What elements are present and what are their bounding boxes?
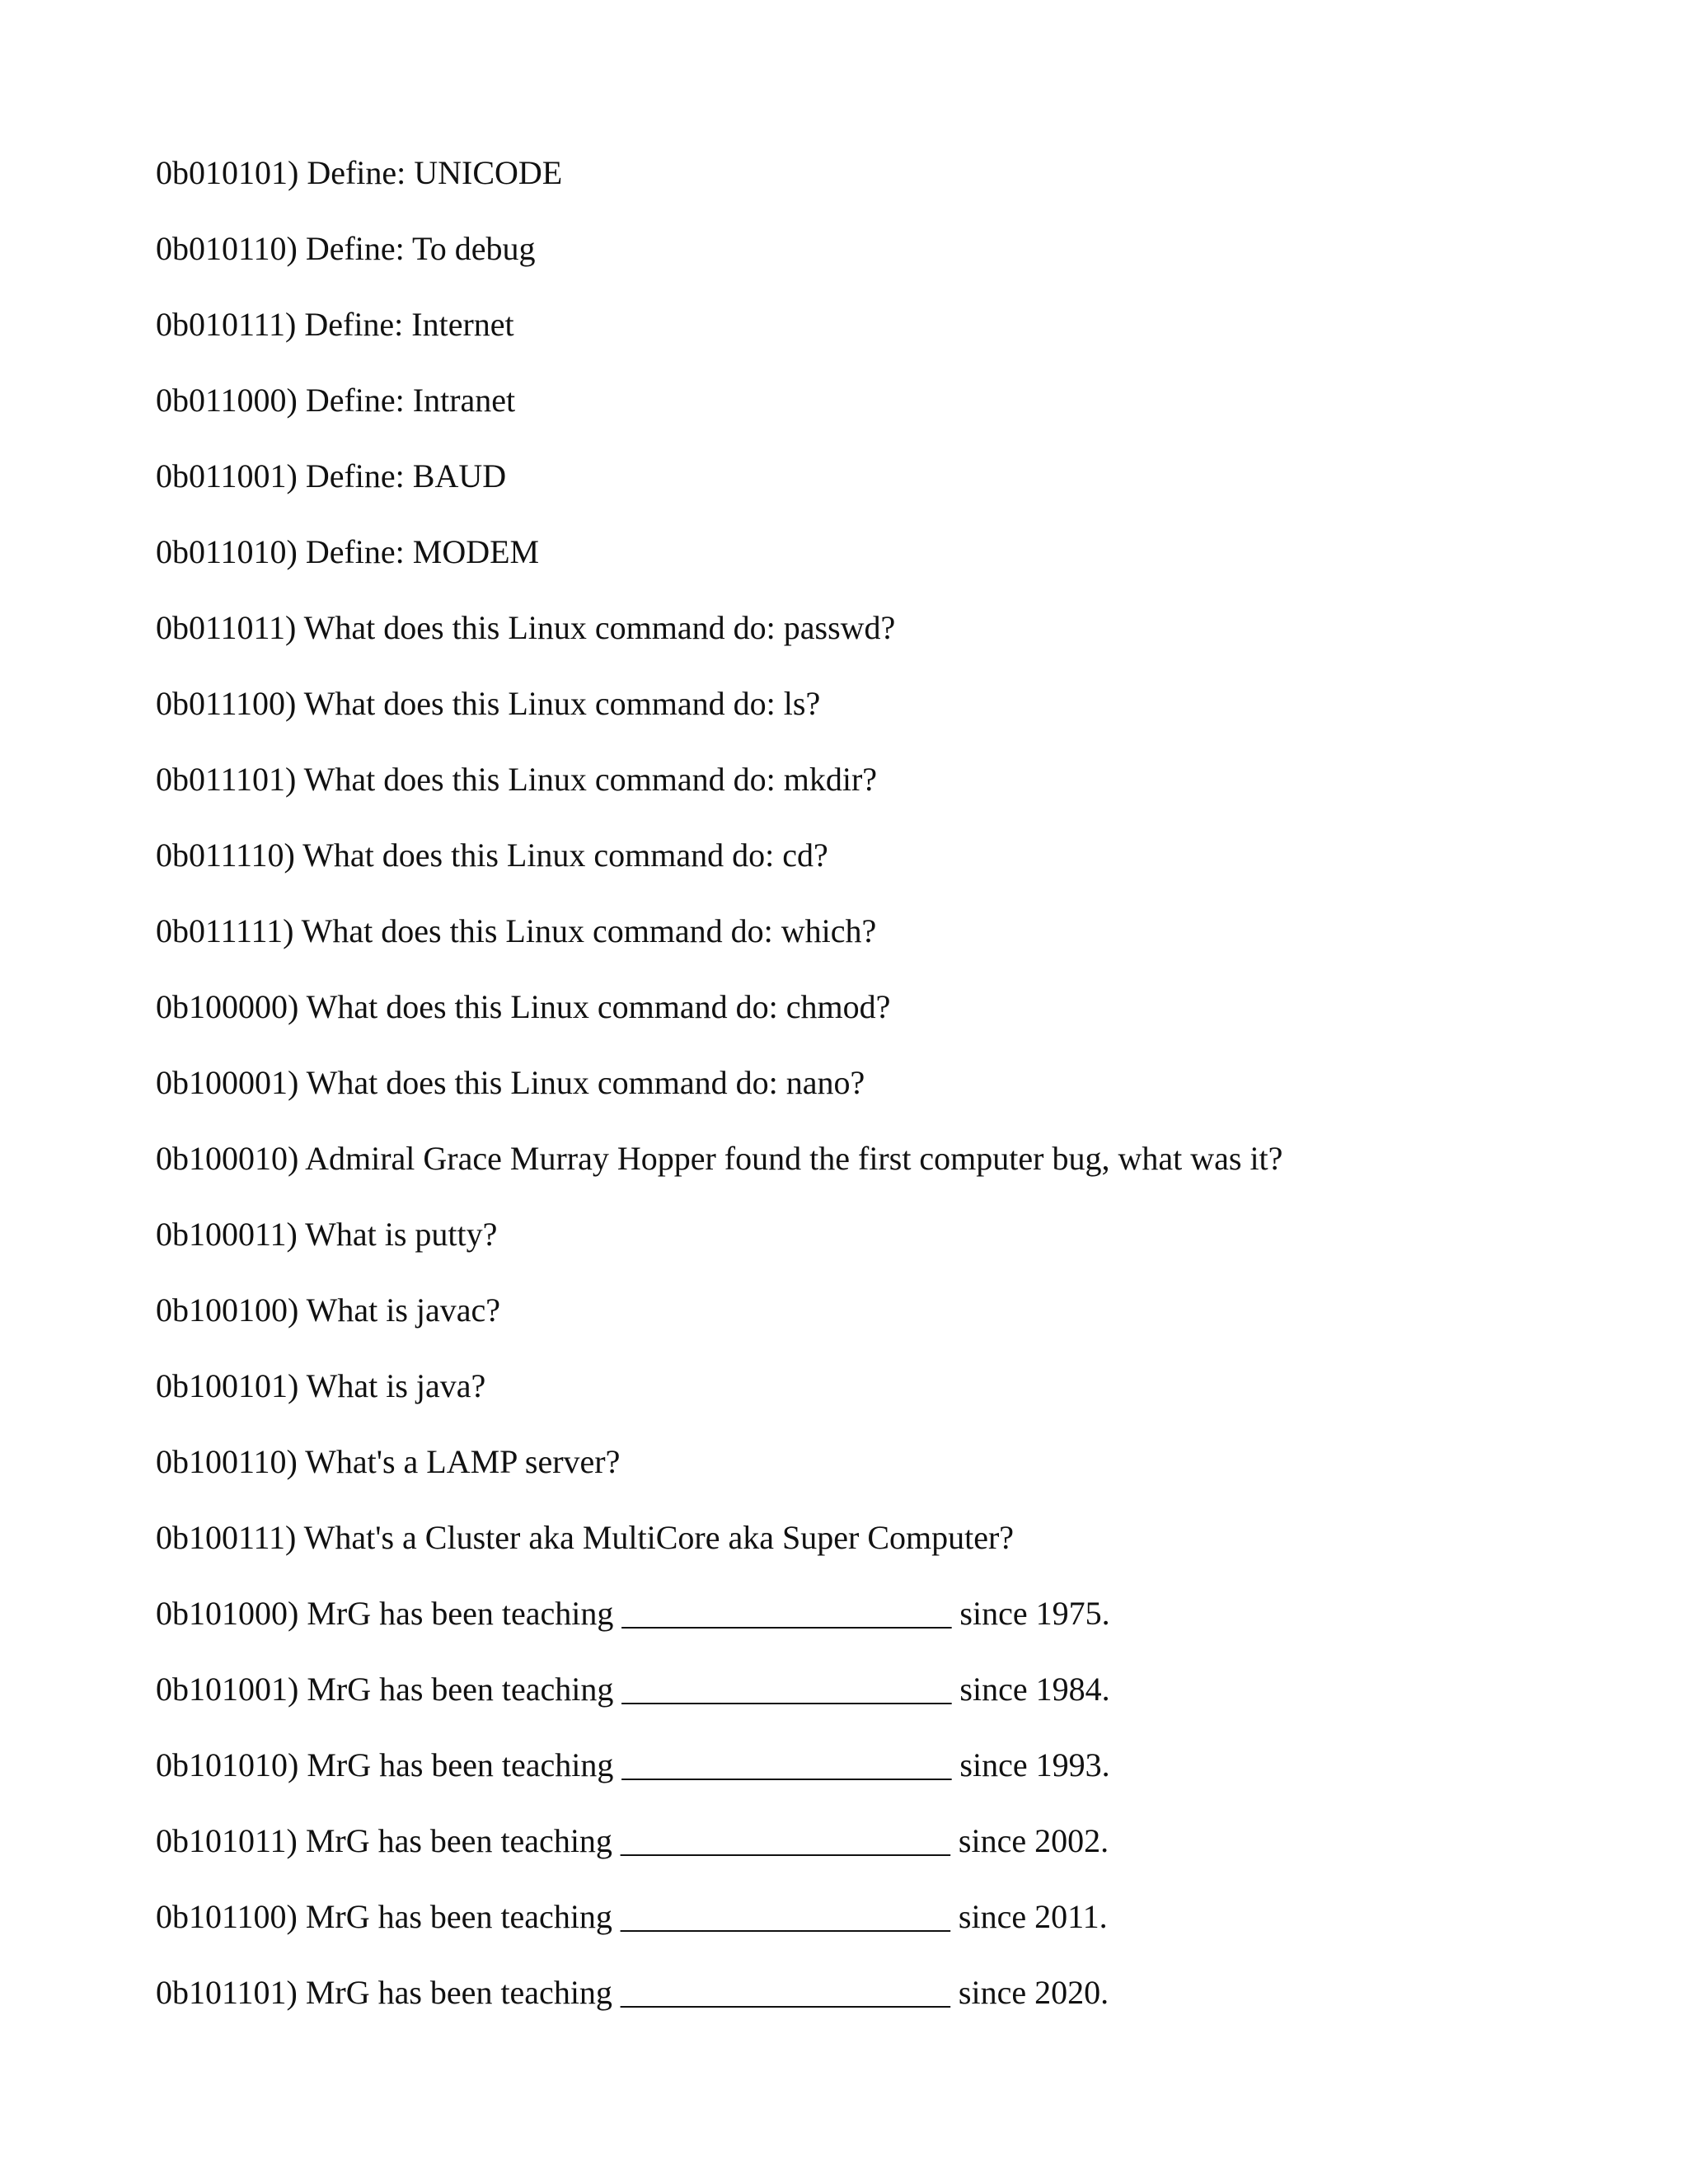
- question-item: 0b011100) What does this Linux command do: ls?: [156, 685, 821, 722]
- question-item: 0b100000) What does this Linux command do: chmod?: [156, 988, 891, 1025]
- question-item: 0b010110) Define: To debug: [156, 230, 536, 267]
- question-item: 0b011101) What does this Linux command do: mkdir?: [156, 761, 878, 798]
- question-item: 0b100110) What's a LAMP server?: [156, 1443, 621, 1480]
- question-item: 0b100010) Admiral Grace Murray Hopper found the first computer bug, what was it?: [156, 1140, 1283, 1177]
- question-item: 0b101000) MrG has been teaching ____________________ since 1975.: [156, 1595, 1110, 1632]
- question-item: 0b101001) MrG has been teaching ____________________ since 1984.: [156, 1671, 1110, 1708]
- question-item: 0b011001) Define: BAUD: [156, 457, 507, 494]
- question-item: 0b011010) Define: MODEM: [156, 533, 540, 570]
- question-item: 0b100001) What does this Linux command do: nano?: [156, 1064, 865, 1101]
- question-item: 0b101011) MrG has been teaching ____________________ since 2002.: [156, 1822, 1109, 1859]
- question-item: 0b011000) Define: Intranet: [156, 382, 516, 419]
- question-item: 0b101100) MrG has been teaching ____________________ since 2011.: [156, 1898, 1108, 1935]
- question-item: 0b010111) Define: Internet: [156, 306, 514, 343]
- question-item: 0b100111) What's a Cluster aka MultiCore aka Super Computer?: [156, 1519, 1015, 1556]
- question-item: 0b100101) What is java?: [156, 1367, 486, 1404]
- question-item: 0b101010) MrG has been teaching ____________________ since 1993.: [156, 1746, 1110, 1783]
- question-item: 0b011011) What does this Linux command do: passwd?: [156, 609, 896, 646]
- question-item: 0b011110) What does this Linux command do: cd?: [156, 837, 828, 874]
- question-item: 0b100011) What is putty?: [156, 1216, 498, 1253]
- question-item: 0b010101) Define: UNICODE: [156, 154, 563, 191]
- question-item: 0b011111) What does this Linux command do: which?: [156, 912, 877, 949]
- question-item: 0b101101) MrG has been teaching ____________________ since 2020.: [156, 1974, 1109, 2011]
- question-list: [156, 154, 1282, 2050]
- question-item: 0b100100) What is javac?: [156, 1291, 501, 1329]
